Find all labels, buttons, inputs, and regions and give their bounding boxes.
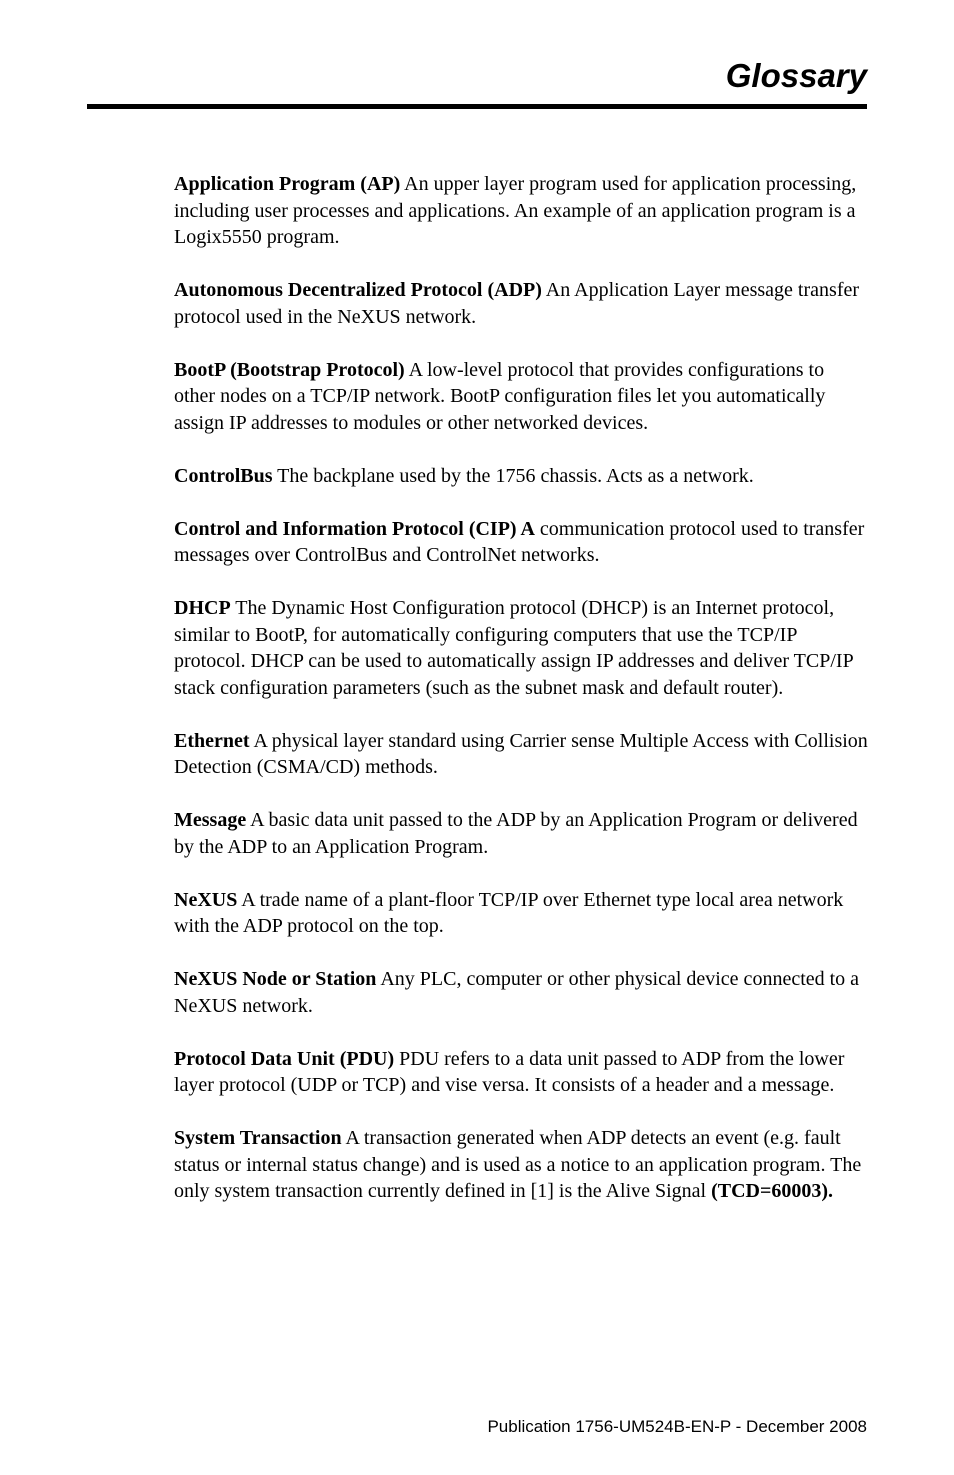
glossary-definition: A transaction generated when ADP detects an event (e.g. fault status or internal status change) and is used as a notice to an application program. The only system transaction currently defined in [1] is the Alive Signal — [174, 1127, 862, 1202]
glossary-term: Autonomous Decentralized Protocol (ADP) — [174, 279, 542, 301]
glossary-entry — [174, 357, 870, 437]
glossary-term: Protocol Data Unit (PDU) — [174, 1047, 395, 1070]
glossary-entry — [174, 807, 870, 860]
glossary-definition-emphasis: (TCD=60003). — [711, 1180, 834, 1202]
glossary-entry — [174, 966, 870, 1019]
glossary-definition: The backplane used by the 1756 chassis. Acts as a network. — [272, 464, 754, 487]
glossary-entry — [174, 516, 870, 569]
glossary-definition: An Application Layer message transfer protocol used in the NeXUS network. — [174, 279, 860, 328]
glossary-definition: A basic data unit passed to the ADP by an Application Program or delivered by the ADP to an Application Program. — [174, 809, 858, 858]
glossary-entry — [174, 463, 870, 490]
glossary-term: BootP (Bootstrap Protocol) — [174, 358, 405, 381]
glossary-definition: A low-level protocol that provides configurations to other nodes on a TCP/IP network. BootP configuration files let you automatically assign IP addresses to modules or other networked devices. — [174, 358, 826, 434]
glossary-term: NeXUS — [174, 888, 238, 911]
glossary-entry — [174, 728, 870, 781]
glossary-term: NeXUS Node or Station — [174, 968, 377, 990]
glossary-list — [174, 171, 870, 1231]
glossary-term: ControlBus — [174, 464, 273, 487]
glossary-definition: PDU refers to a data unit passed to ADP from the lower layer protocol (UDP or TCP) and vise versa. It consists of a header and a message. — [174, 1047, 845, 1096]
glossary-definition: communication protocol used to transfer messages over ControlBus and ControlNet networks. — [174, 517, 865, 566]
glossary-definition: An upper layer program used for application processing, including user processes and applications. An example of an application program is a Logix5550 program. — [174, 173, 857, 248]
glossary-entry — [174, 1125, 870, 1205]
glossary-term: Ethernet — [174, 729, 250, 752]
glossary-term: Control and Information Protocol (CIP) A — [174, 517, 535, 540]
glossary-term: Message — [174, 809, 247, 831]
glossary-entry — [174, 171, 870, 251]
glossary-term: DHCP — [174, 597, 231, 619]
title-rule — [87, 104, 867, 109]
glossary-entry — [174, 1046, 870, 1099]
publication-footer: Publication 1756-UM524B-EN-P - December 2008 — [487, 1417, 867, 1436]
glossary-term: Application Program (AP) — [174, 173, 401, 195]
glossary-term: System Transaction — [174, 1127, 342, 1149]
glossary-definition: The Dynamic Host Configuration protocol (DHCP) is an Internet protocol, similar to BootP, for automatically configuring computers that use the TCP/IP protocol. DHCP can be used to automatically assign IP addresses and deliver TCP/IP stack configuration parameters (such as the subnet mask and default router). — [174, 597, 853, 699]
glossary-entry — [174, 595, 870, 701]
page-title: Glossary — [725, 57, 867, 94]
glossary-definition: A physical layer standard using Carrier sense Multiple Access with Collision Detection (CSMA/CD) methods. — [174, 729, 868, 778]
glossary-entry — [174, 887, 870, 940]
glossary-definition: Any PLC, computer or other physical device connected to a NeXUS network. — [174, 968, 860, 1017]
glossary-definition: A trade name of a plant-floor TCP/IP over Ethernet type local area network with the ADP protocol on the top. — [174, 888, 844, 937]
glossary-entry — [174, 277, 870, 330]
